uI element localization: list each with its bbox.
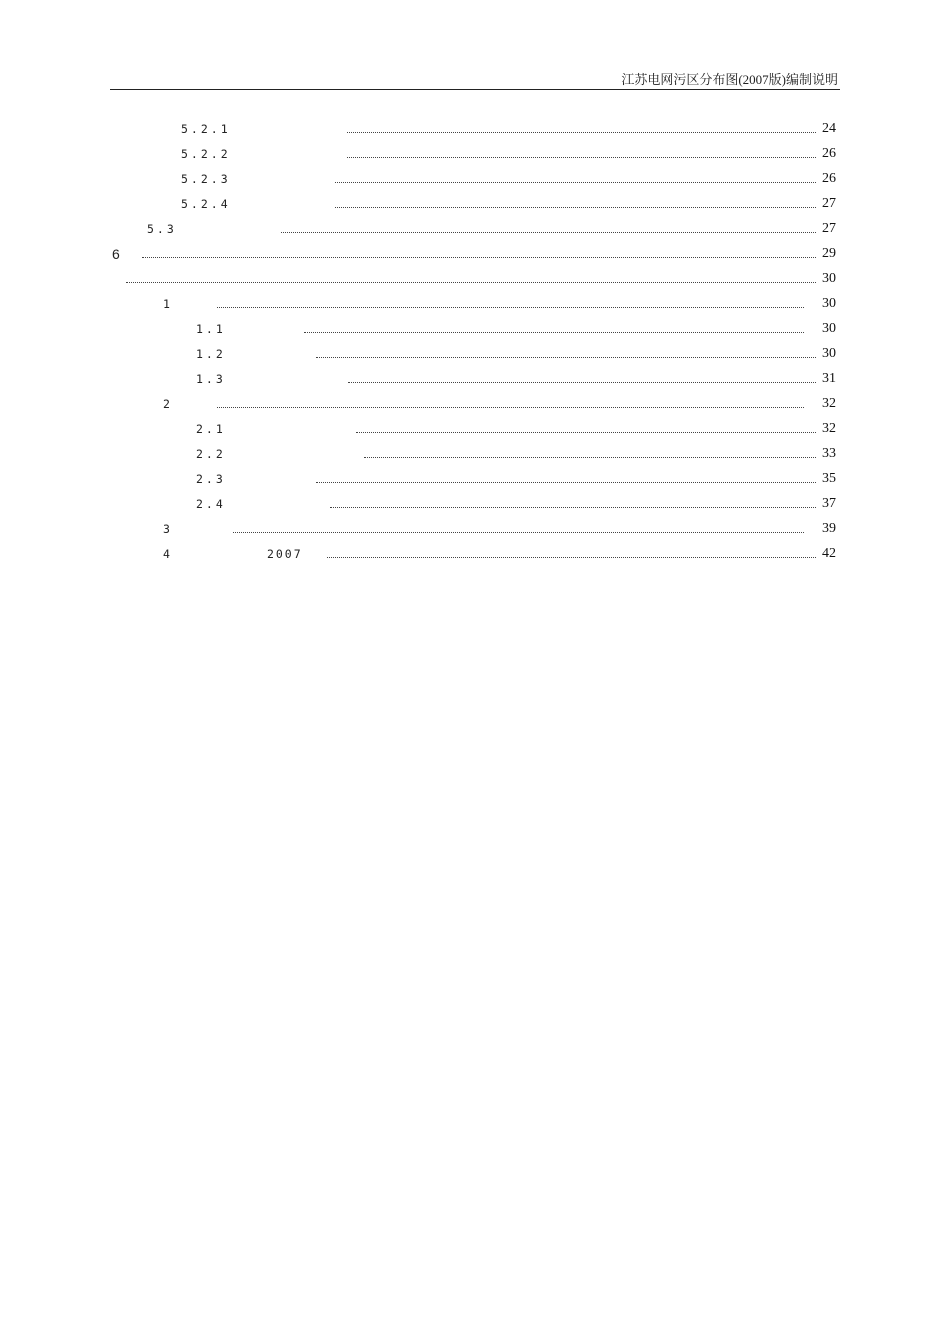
toc-year: 2007 [266, 547, 303, 561]
toc-entry[interactable] [147, 292, 836, 312]
toc-page: 37 [822, 496, 836, 511]
dot-leader [356, 431, 816, 433]
toc-number: 2.1 [196, 422, 226, 436]
toc-page: 32 [822, 421, 836, 436]
toc-entry[interactable] [180, 467, 836, 487]
toc-entry[interactable] [180, 442, 836, 462]
page-header [110, 72, 840, 90]
toc-page: 27 [822, 196, 836, 211]
dot-leader [126, 281, 816, 283]
toc-page: 35 [822, 471, 836, 486]
toc-number: 1.2 [196, 347, 226, 361]
dot-leader [233, 531, 804, 533]
toc-page: 42 [822, 546, 836, 561]
toc-entry[interactable] [180, 367, 836, 387]
toc-page: 30 [822, 296, 836, 311]
toc-entry[interactable] [112, 242, 836, 262]
toc-entry[interactable] [147, 392, 836, 412]
toc-entry[interactable] [147, 517, 836, 537]
dot-leader [364, 456, 816, 458]
dot-leader [330, 506, 816, 508]
toc-page: 30 [822, 321, 836, 336]
toc-page: 39 [822, 521, 836, 536]
dot-leader [142, 256, 816, 258]
dot-leader [316, 356, 816, 358]
toc-number: 2 [163, 397, 173, 411]
dot-leader [348, 381, 816, 383]
toc-number: 5.3 [147, 222, 177, 236]
toc-page: 27 [822, 221, 836, 236]
toc-number: 2.4 [196, 497, 226, 511]
toc-page: 31 [822, 371, 836, 386]
toc-entry[interactable] [147, 217, 836, 237]
toc-entry[interactable] [180, 417, 836, 437]
toc-number: 1 [163, 297, 173, 311]
dot-leader [217, 306, 804, 308]
toc-number: 5.2.3 [181, 172, 231, 186]
toc-number: 6 [112, 246, 120, 262]
toc-entry[interactable] [181, 142, 836, 162]
toc-number: 5.2.4 [181, 197, 231, 211]
toc-number: 1.3 [196, 372, 226, 386]
toc-page: 32 [822, 396, 836, 411]
toc-number: 4 [163, 547, 173, 561]
dot-leader [316, 481, 816, 483]
dot-leader [335, 206, 816, 208]
toc-number: 2.3 [196, 472, 226, 486]
toc-number: 5.2.1 [181, 122, 231, 136]
dot-leader [281, 231, 816, 233]
toc-entry[interactable] [181, 167, 836, 187]
toc-entry[interactable] [180, 317, 836, 337]
toc-number: 1.1 [196, 322, 226, 336]
toc-entry[interactable] [181, 192, 836, 212]
toc-page: 26 [822, 171, 836, 186]
dot-leader [347, 156, 816, 158]
toc-entry[interactable] [181, 117, 836, 137]
toc-entry[interactable] [180, 492, 836, 512]
dot-leader [304, 331, 804, 333]
toc-number: 2.2 [196, 447, 226, 461]
toc-page: 29 [822, 246, 836, 261]
dot-leader [327, 556, 816, 558]
toc-number: 3 [163, 522, 173, 536]
toc-number: 5.2.2 [181, 147, 231, 161]
dot-leader [347, 131, 816, 133]
toc-page: 30 [822, 271, 836, 286]
toc-entry[interactable] [147, 542, 836, 562]
toc-entry[interactable] [112, 267, 836, 287]
header-title: 江苏电网污区分布图(2007版)编制说明 [621, 72, 838, 87]
toc-page: 30 [822, 346, 836, 361]
toc-entry[interactable] [180, 342, 836, 362]
toc-page: 24 [822, 121, 836, 136]
toc-page: 26 [822, 146, 836, 161]
toc-page: 33 [822, 446, 836, 461]
dot-leader [217, 406, 804, 408]
dot-leader [335, 181, 816, 183]
